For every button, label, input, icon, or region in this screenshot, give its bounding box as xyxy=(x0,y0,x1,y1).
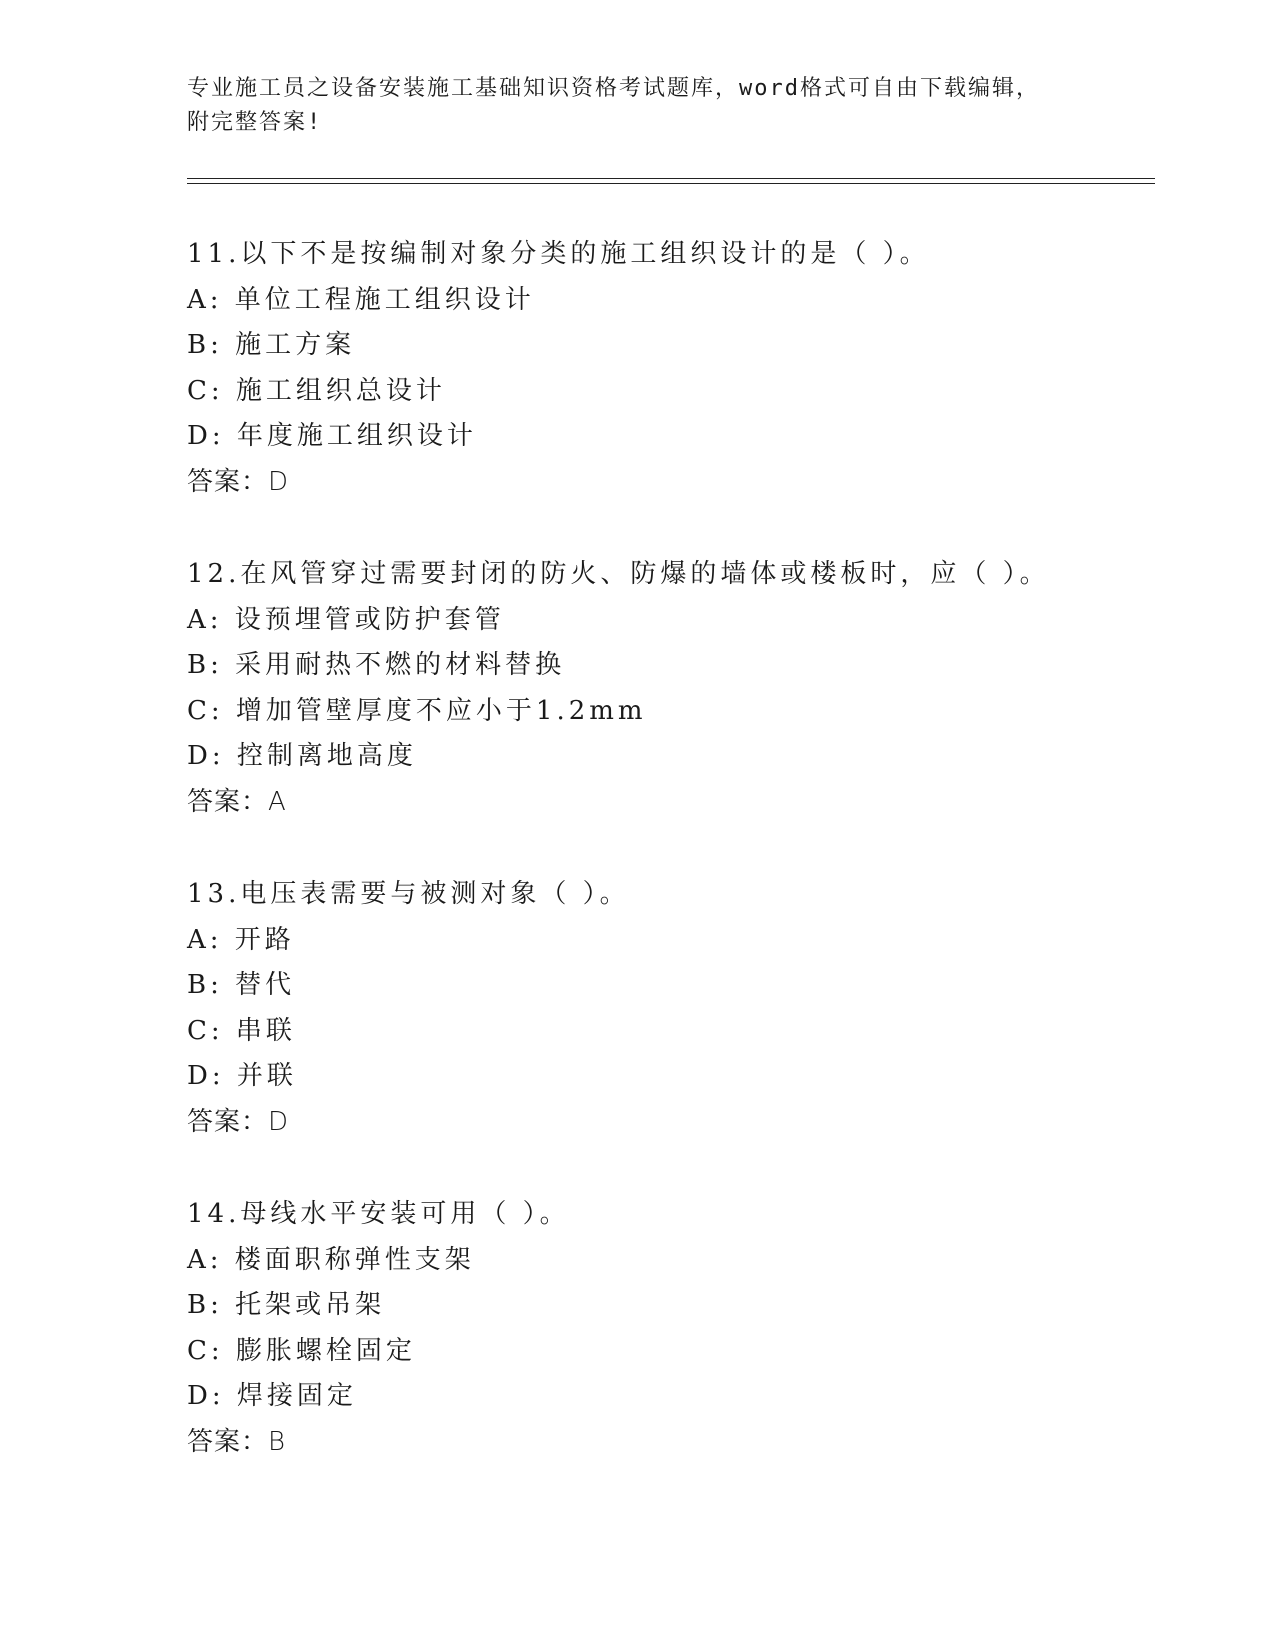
header-line-1: 专业施工员之设备安装施工基础知识资格考试题库，word格式可自由下载编辑， xyxy=(187,76,1040,101)
option-d: D: 焊接固定 xyxy=(187,1381,357,1411)
option-b: B: 采用耐热不燃的材料替换 xyxy=(187,650,566,680)
option-a: A: 单位工程施工组织设计 xyxy=(187,284,535,315)
header-rule-bottom xyxy=(187,183,1155,184)
header-rule-top xyxy=(187,178,1155,179)
option-c: C: 膨胀螺栓固定 xyxy=(187,1335,416,1366)
option-c: C: 串联 xyxy=(187,1015,296,1046)
option-a: A: 楼面职称弹性支架 xyxy=(187,1244,475,1275)
answer: 答案：D xyxy=(187,466,290,497)
option-d: D: 控制离地高度 xyxy=(187,741,417,771)
answer: 答案：A xyxy=(187,786,287,817)
option-b: B: 托架或吊架 xyxy=(187,1290,386,1320)
option-c: C: 施工组织总设计 xyxy=(187,375,446,406)
question-stem: 13.电压表需要与被测对象（ ）。 xyxy=(187,879,630,909)
question-11 xyxy=(187,232,1155,552)
question-stem: 11.以下不是按编制对象分类的施工组织设计的是（ ）。 xyxy=(187,239,930,269)
question-stem: 12.在风管穿过需要封闭的防火、防爆的墙体或楼板时，应（ ）。 xyxy=(187,559,1050,589)
answer: 答案：D xyxy=(187,1106,290,1137)
header-line-2: 附完整答案! xyxy=(187,110,323,135)
option-d: D: 年度施工组织设计 xyxy=(187,421,477,451)
document-header xyxy=(187,72,1087,140)
question-13 xyxy=(187,872,1155,1192)
question-list xyxy=(187,232,1155,1512)
question-stem: 14.母线水平安装可用（ ）。 xyxy=(187,1199,570,1229)
question-12 xyxy=(187,552,1155,872)
option-b: B: 施工方案 xyxy=(187,330,356,360)
option-a: A: 设预埋管或防护套管 xyxy=(187,604,505,635)
answer: 答案：B xyxy=(187,1426,287,1457)
option-d: D: 并联 xyxy=(187,1061,297,1091)
option-a: A: 开路 xyxy=(187,924,295,955)
question-14 xyxy=(187,1192,1155,1512)
option-b: B: 替代 xyxy=(187,970,296,1000)
option-c: C: 增加管壁厚度不应小于1.2mm xyxy=(187,695,647,726)
